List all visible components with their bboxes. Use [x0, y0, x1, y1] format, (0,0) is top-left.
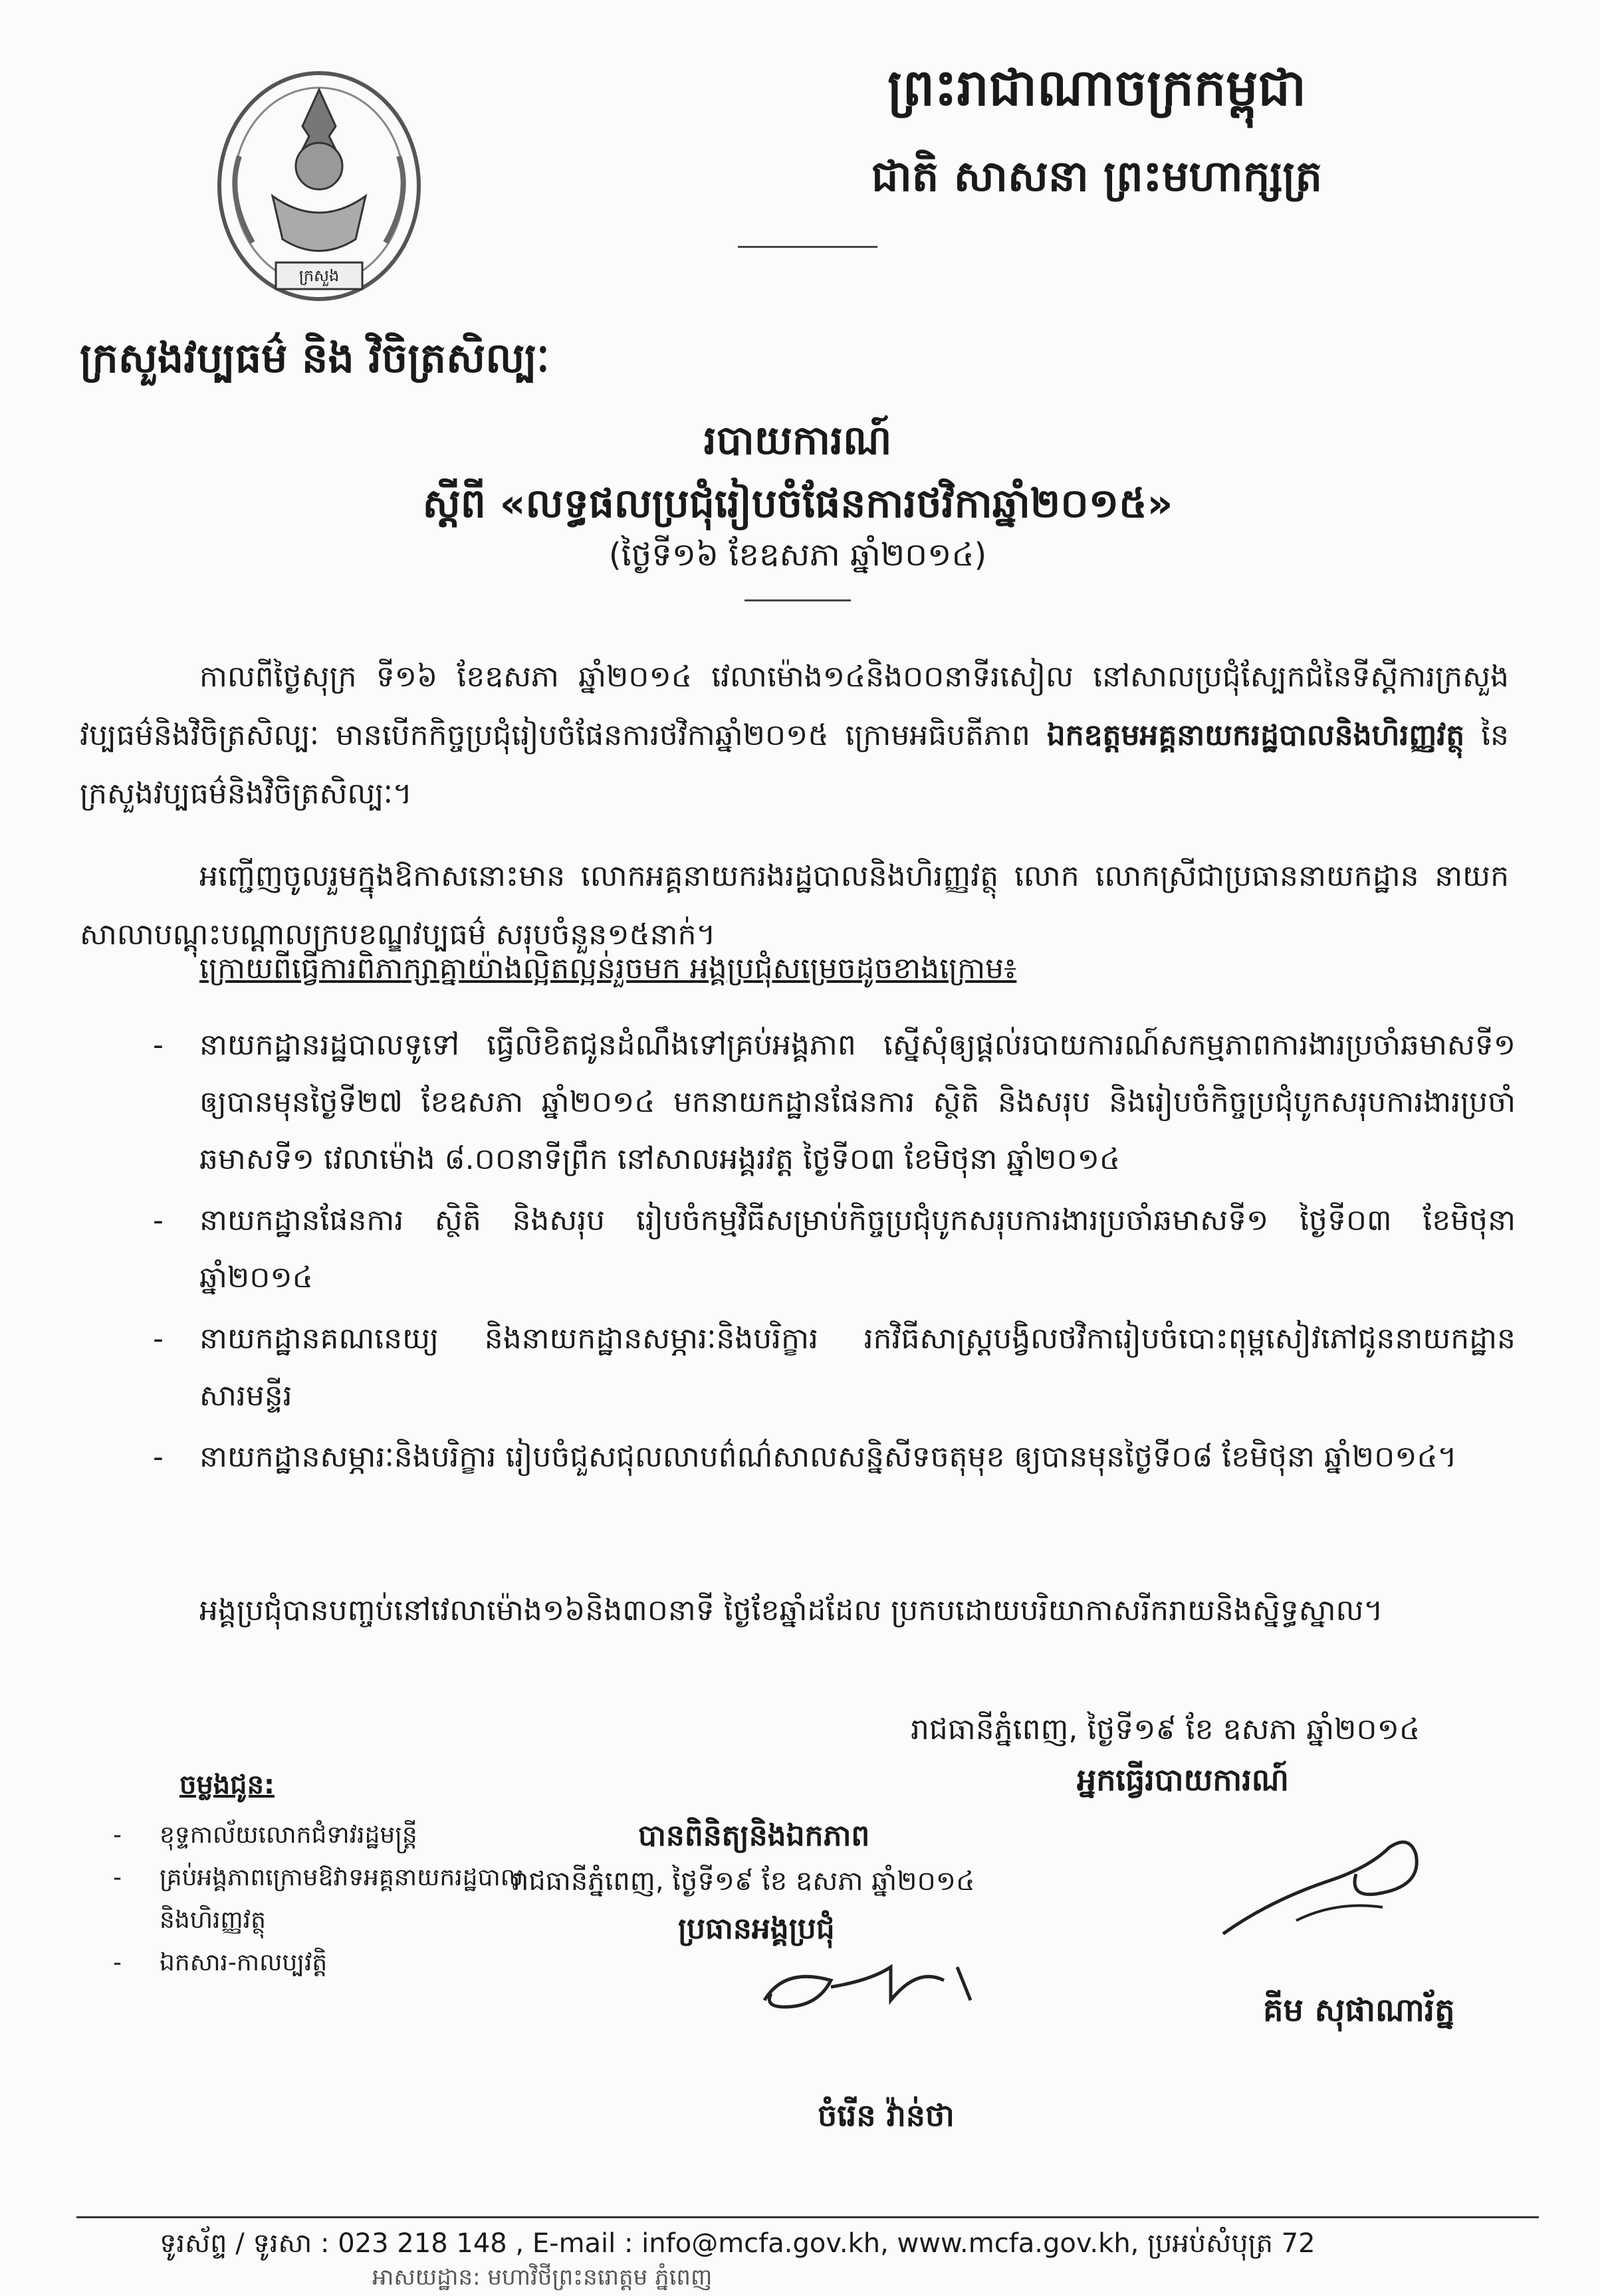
list-item: - នាយកដ្ឋានគណនេយ្យ និងនាយកដ្ឋានសម្ភារៈនិងបរិក្ខារ រកវិធីសាស្ត្របង្វិលថវិការៀបចំបោះពុម្ពសៀវភៅជូននាយកដ្ឋានសារមន្ទីរ [153, 1322, 1516, 1413]
footer-divider [76, 2216, 1539, 2218]
list-item: - គ្រប់អង្គភាពក្រោមឱវាទអគ្គនាយករដ្ឋបាលនិងហិរញ្ញវត្ថុ [113, 1864, 524, 1934]
reporter-title: អ្នកធ្វើរបាយការណ៍ [1077, 1762, 1289, 1798]
intro-chair: ឯកឧត្តមអគ្គនាយករដ្ឋបាលនិងហិរញ្ញវត្ថុ [1046, 718, 1465, 752]
national-motto: ជាតិ សាសនា ព្រះមហាក្សត្រ [871, 152, 1323, 201]
paragraph-intro [80, 648, 1509, 823]
cc-heading: ចម្លងជូន: [179, 1770, 275, 1800]
intro-end: នៃក្រសួងវប្បធម៌និងវិចិត្រសិល្បៈ។ [80, 718, 1509, 811]
document-title: របាយការណ៍ [703, 417, 892, 464]
approval-place-date: រាជធានីភ្នំពេញ, ថ្ងៃទី១៩ ខែ ឧសភា ឆ្នាំ២០១៤ [512, 1866, 975, 1897]
reporter-name: គីម សុផាណារ័ត្ន [1263, 1992, 1455, 2029]
document-date: (ថ្ងៃទី១៦ ខែឧសភា ឆ្នាំ២០១៤) [608, 536, 987, 574]
paragraph-attendance: អញ្ជើញចូលរួមក្នុងឱកាសនោះមាន លោកអគ្គនាយករងរដ្ឋបាលនិងហិរញ្ញវត្ថុ លោក លោកស្រីជាប្រធាននាយកដ្ឋាន នាយកសាលាបណ្តុះបណ្តាលក្របខណ្ឌវប្បធម៌ សរុបចំនួន១៥នាក់។ [80, 859, 1509, 952]
kingdom-title: ព្រះរាជាណាចក្រកម្ពុជា [887, 58, 1306, 117]
paragraph-closing: អង្គប្រជុំបានបញ្ចប់នៅវេលាម៉ោង១៦និង៣០នាទី ថ្ងៃខែឆ្នាំដដែល ប្រកបដោយបរិយាកាសរីករាយនិងស្និទ្ធស្នាល។ [199, 1594, 1383, 1627]
emblem-label: ក្រសួង [298, 266, 340, 285]
chair-signature-icon [758, 1940, 984, 2034]
chair-title: ប្រធានអង្គប្រជុំ [678, 1912, 835, 1946]
reporter-place-date: រាជធានីភ្នំពេញ, ថ្ងៃទី១៩ ខែ ឧសភា ឆ្នាំ២០១៤ [911, 1713, 1421, 1746]
list-item: - នាយកដ្ឋានរដ្ឋបាលទូទៅ ធ្វើលិខិតជូនដំណឹងទៅគ្រប់អង្គភាព ស្នើសុំឲ្យផ្តល់របាយការណ៍សកម្មភាពការងារប្រចាំឆមាសទី១ ឲ្យបានមុនថ្ងៃទី២៧ ខែឧសភា ឆ្នាំ២០១៤ មកនាយកដ្ឋានផែនការ ស្ថិតិ និងសរុប និងរៀបចំកិច្ចប្រជុំបូកសរុបការងារប្រចាំឆមាសទី១ វេលាម៉ោង ៨.០០នាទីព្រឹក នៅសាលអង្គរវត្ត ថ្ងៃទី០៣ ខែមិថុនា ឆ្នាំ២០១៤ [153, 1028, 1516, 1176]
document-subject: ស្តីពី «លទ្ធផលប្រជុំរៀបចំផែនការថវិកាឆ្នាំ២០១៥» [422, 480, 1173, 527]
list-item: - នាយកដ្ឋានសម្ភារៈនិងបរិក្ខារ រៀបចំជួសជុលលាបព៌ណ៌សាលសន្និសីទចតុមុខ ឲ្យបានមុនថ្ងៃទី០៨ ខែមិថុនា ឆ្នាំ២០១៤។ [153, 1440, 1457, 1474]
chair-name: ចំរើន វ៉ាន់ថា [818, 2097, 955, 2133]
ministry-name: ក្រសួងវប្បធម៌ និង វិចិត្រសិល្បៈ [80, 334, 550, 382]
reporter-signature-icon [1216, 1821, 1429, 1954]
list-item: - ខុទ្ទកាល័យលោកជំទាវរដ្ឋមន្ត្រី [113, 1822, 417, 1849]
footer-contact: ទូរស័ព្ទ / ទូរសា : 023 218 148 , E-mail : info@mcfa.gov.kh, www.mcfa.gov.kh, ប្រអប់សំបុត្រ 72 [160, 2228, 1315, 2259]
list-item: - នាយកដ្ឋានផែនការ ស្ថិតិ និងសរុប រៀបចំកម្មវិធីសម្រាប់កិច្ចប្រជុំបូកសរុបការងារប្រចាំឆមាសទី១ ថ្ងៃទី០៣ ខែមិថុនា ឆ្នាំ២០១៤ [153, 1203, 1516, 1295]
ministry-emblem [213, 63, 425, 316]
list-item: - ឯកសារ-កាលប្បវត្តិ [113, 1949, 328, 1976]
decision-heading: ក្រោយពីធ្វើការពិភាក្សាគ្នាយ៉ាងល្អិតល្អន់រួចមក អង្គប្រជុំសម្រេចដូចខាងក្រោម៖ [199, 952, 1017, 986]
approval-title: បានពិនិត្យនិងឯកភាព [638, 1819, 870, 1853]
decision-list [153, 1017, 1516, 1490]
footer-address: អាសយដ្ឋាន: មហាវិថីព្រះនរោត្តម ភ្នំពេញ [372, 2264, 713, 2291]
intro-text: កាលពីថ្ងៃសុក្រ ទី១៦ ខែឧសភា ឆ្នាំ២០១៤ វេលាម៉ោង១៤និង០០នាទីរសៀល នៅសាលប្រជុំស្បែកជំនៃទីស្តីការក្រសួងវប្បធម៌និងវិចិត្រសិល្បៈ មានបើកកិច្ចប្រជុំរៀបចំផែនការថវិកាឆ្នាំ២០១៥ ក្រោមអធិបតីភាព [80, 660, 1509, 752]
header-divider [738, 246, 877, 248]
cc-list [113, 1814, 585, 1984]
title-divider [744, 599, 851, 601]
